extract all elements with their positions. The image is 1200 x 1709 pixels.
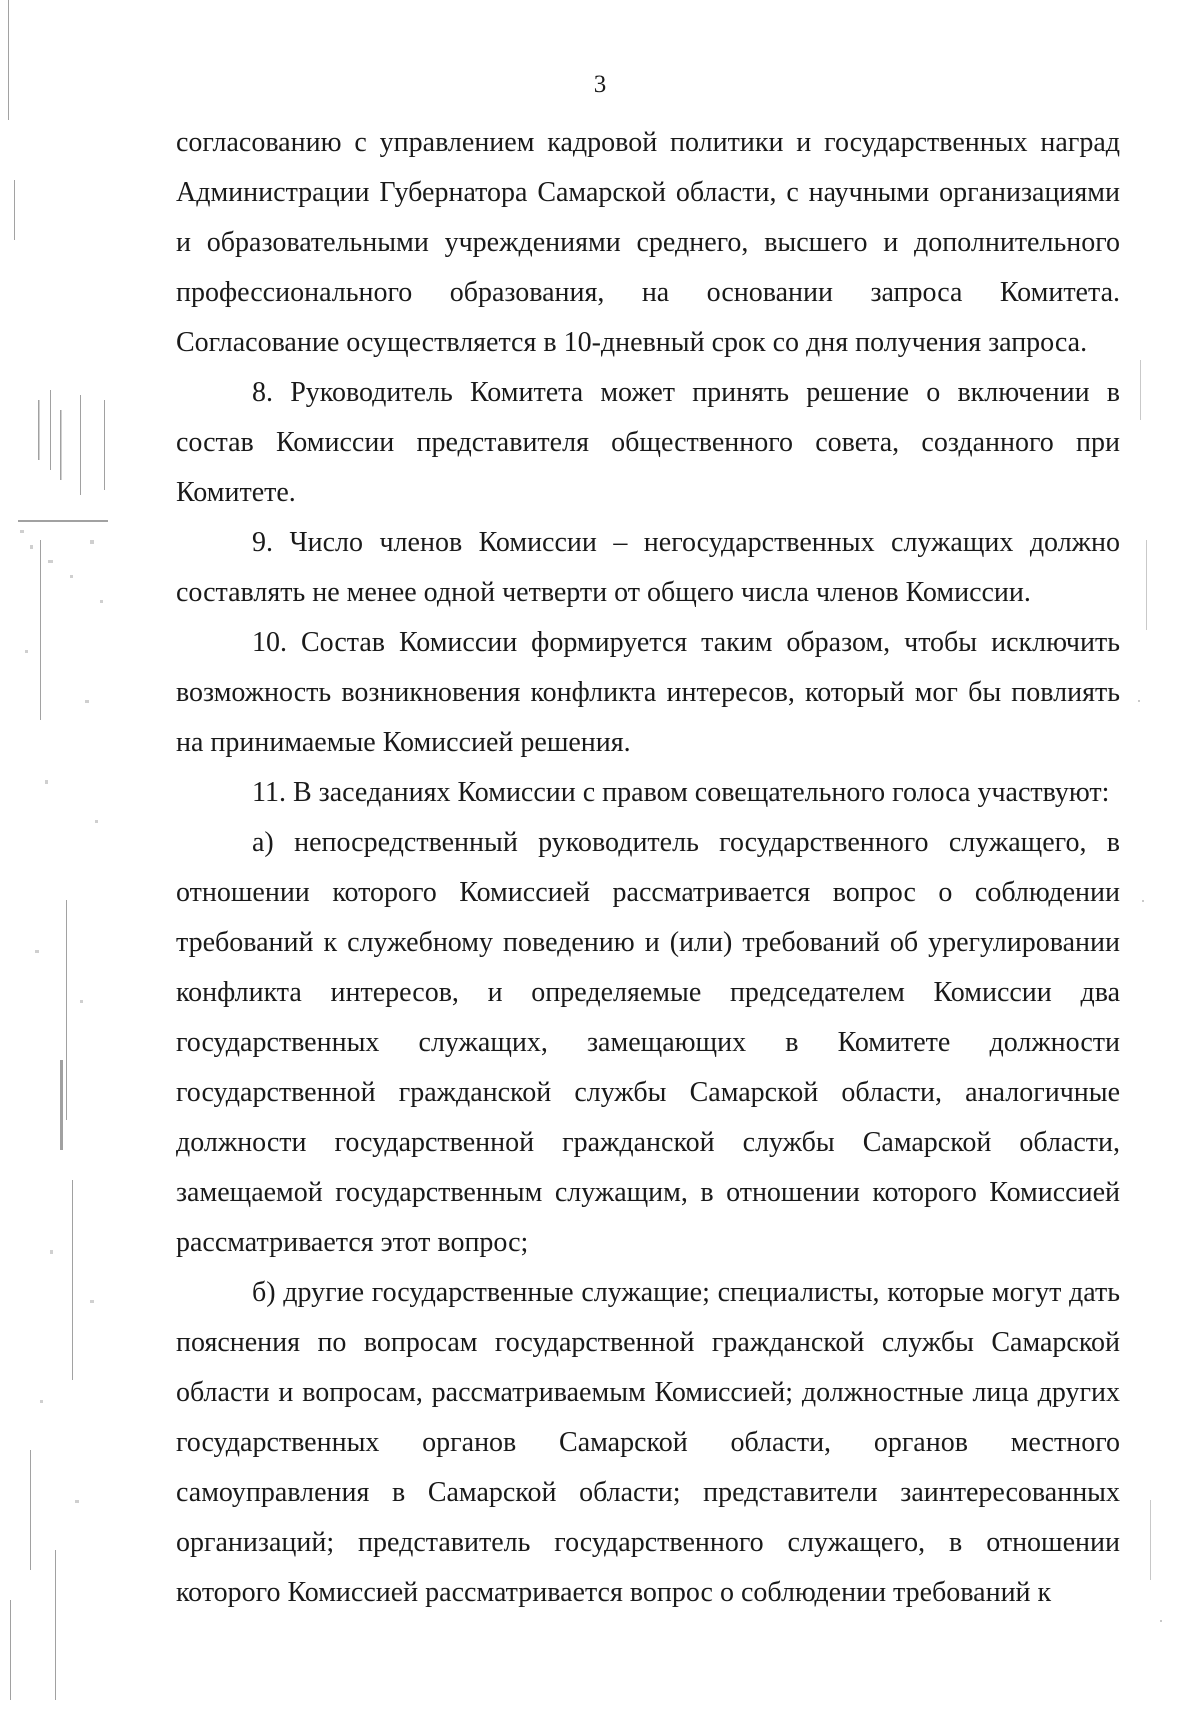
- paragraph-item-8: 8. Руководитель Комитета может принять решение о включении в состав Комиссии представителя общественного совета, созданного при Комитете.: [176, 377, 1120, 508]
- paragraph-item-11b: б) другие государственные служащие; специалисты, которые могут дать пояснения по вопросам государственной гражданской службы Самарской области и вопросам, рассматриваемым Комиссией; должностные лица других государственных органов Самарской области, органов местного самоуправления в Самарской области; представители заинтересованных организаций; представитель государственного служащего, в отношении которого Комиссией рассматривается вопрос о соблюдении требований к: [176, 1277, 1120, 1608]
- paragraph-item-11: 11. В заседаниях Комиссии с правом совещательного голоса участвуют:: [252, 777, 1110, 808]
- page-number: 3: [593, 71, 607, 98]
- document-body: [176, 118, 1120, 1618]
- paragraph-item-11a: а) непосредственный руководитель государственного служащего, в отношении которого Комиссией рассматривается вопрос о соблюдении требований к служебному поведению и (или) требований об урегулировании конфликта интересов, и определяемые председателем Комиссии два государственных служащих, замещающих в Комитете должности государственной гражданской службы Самарской области, аналогичные должности государственной гражданской службы Самарской области, замещаемой государственным служащим, в отношении которого Комиссией рассматривается этот вопрос;: [176, 827, 1120, 1258]
- scan-artifact-left: [0, 0, 130, 1709]
- paragraph-item-9: 9. Число членов Комиссии – негосударственных служащих должно составлять не менее одной четверти от общего числа членов Комиссии.: [176, 527, 1120, 608]
- paragraph-item-10: 10. Состав Комиссии формируется таким образом, чтобы исключить возможность возникновения конфликта интересов, который мог бы повлиять на принимаемые Комиссией решения.: [176, 627, 1120, 758]
- paragraph-continuation: согласованию с управлением кадровой политики и государственных наград Администрации Губернатора Самарской области, с научными организациями и образовательными учреждениями среднего, высшего и дополнительного профессионального образования, на основании запроса Комитета. Согласование осуществляется в 10-дневный срок со дня получения запроса.: [176, 127, 1120, 358]
- scan-artifact-right: [1130, 0, 1200, 1709]
